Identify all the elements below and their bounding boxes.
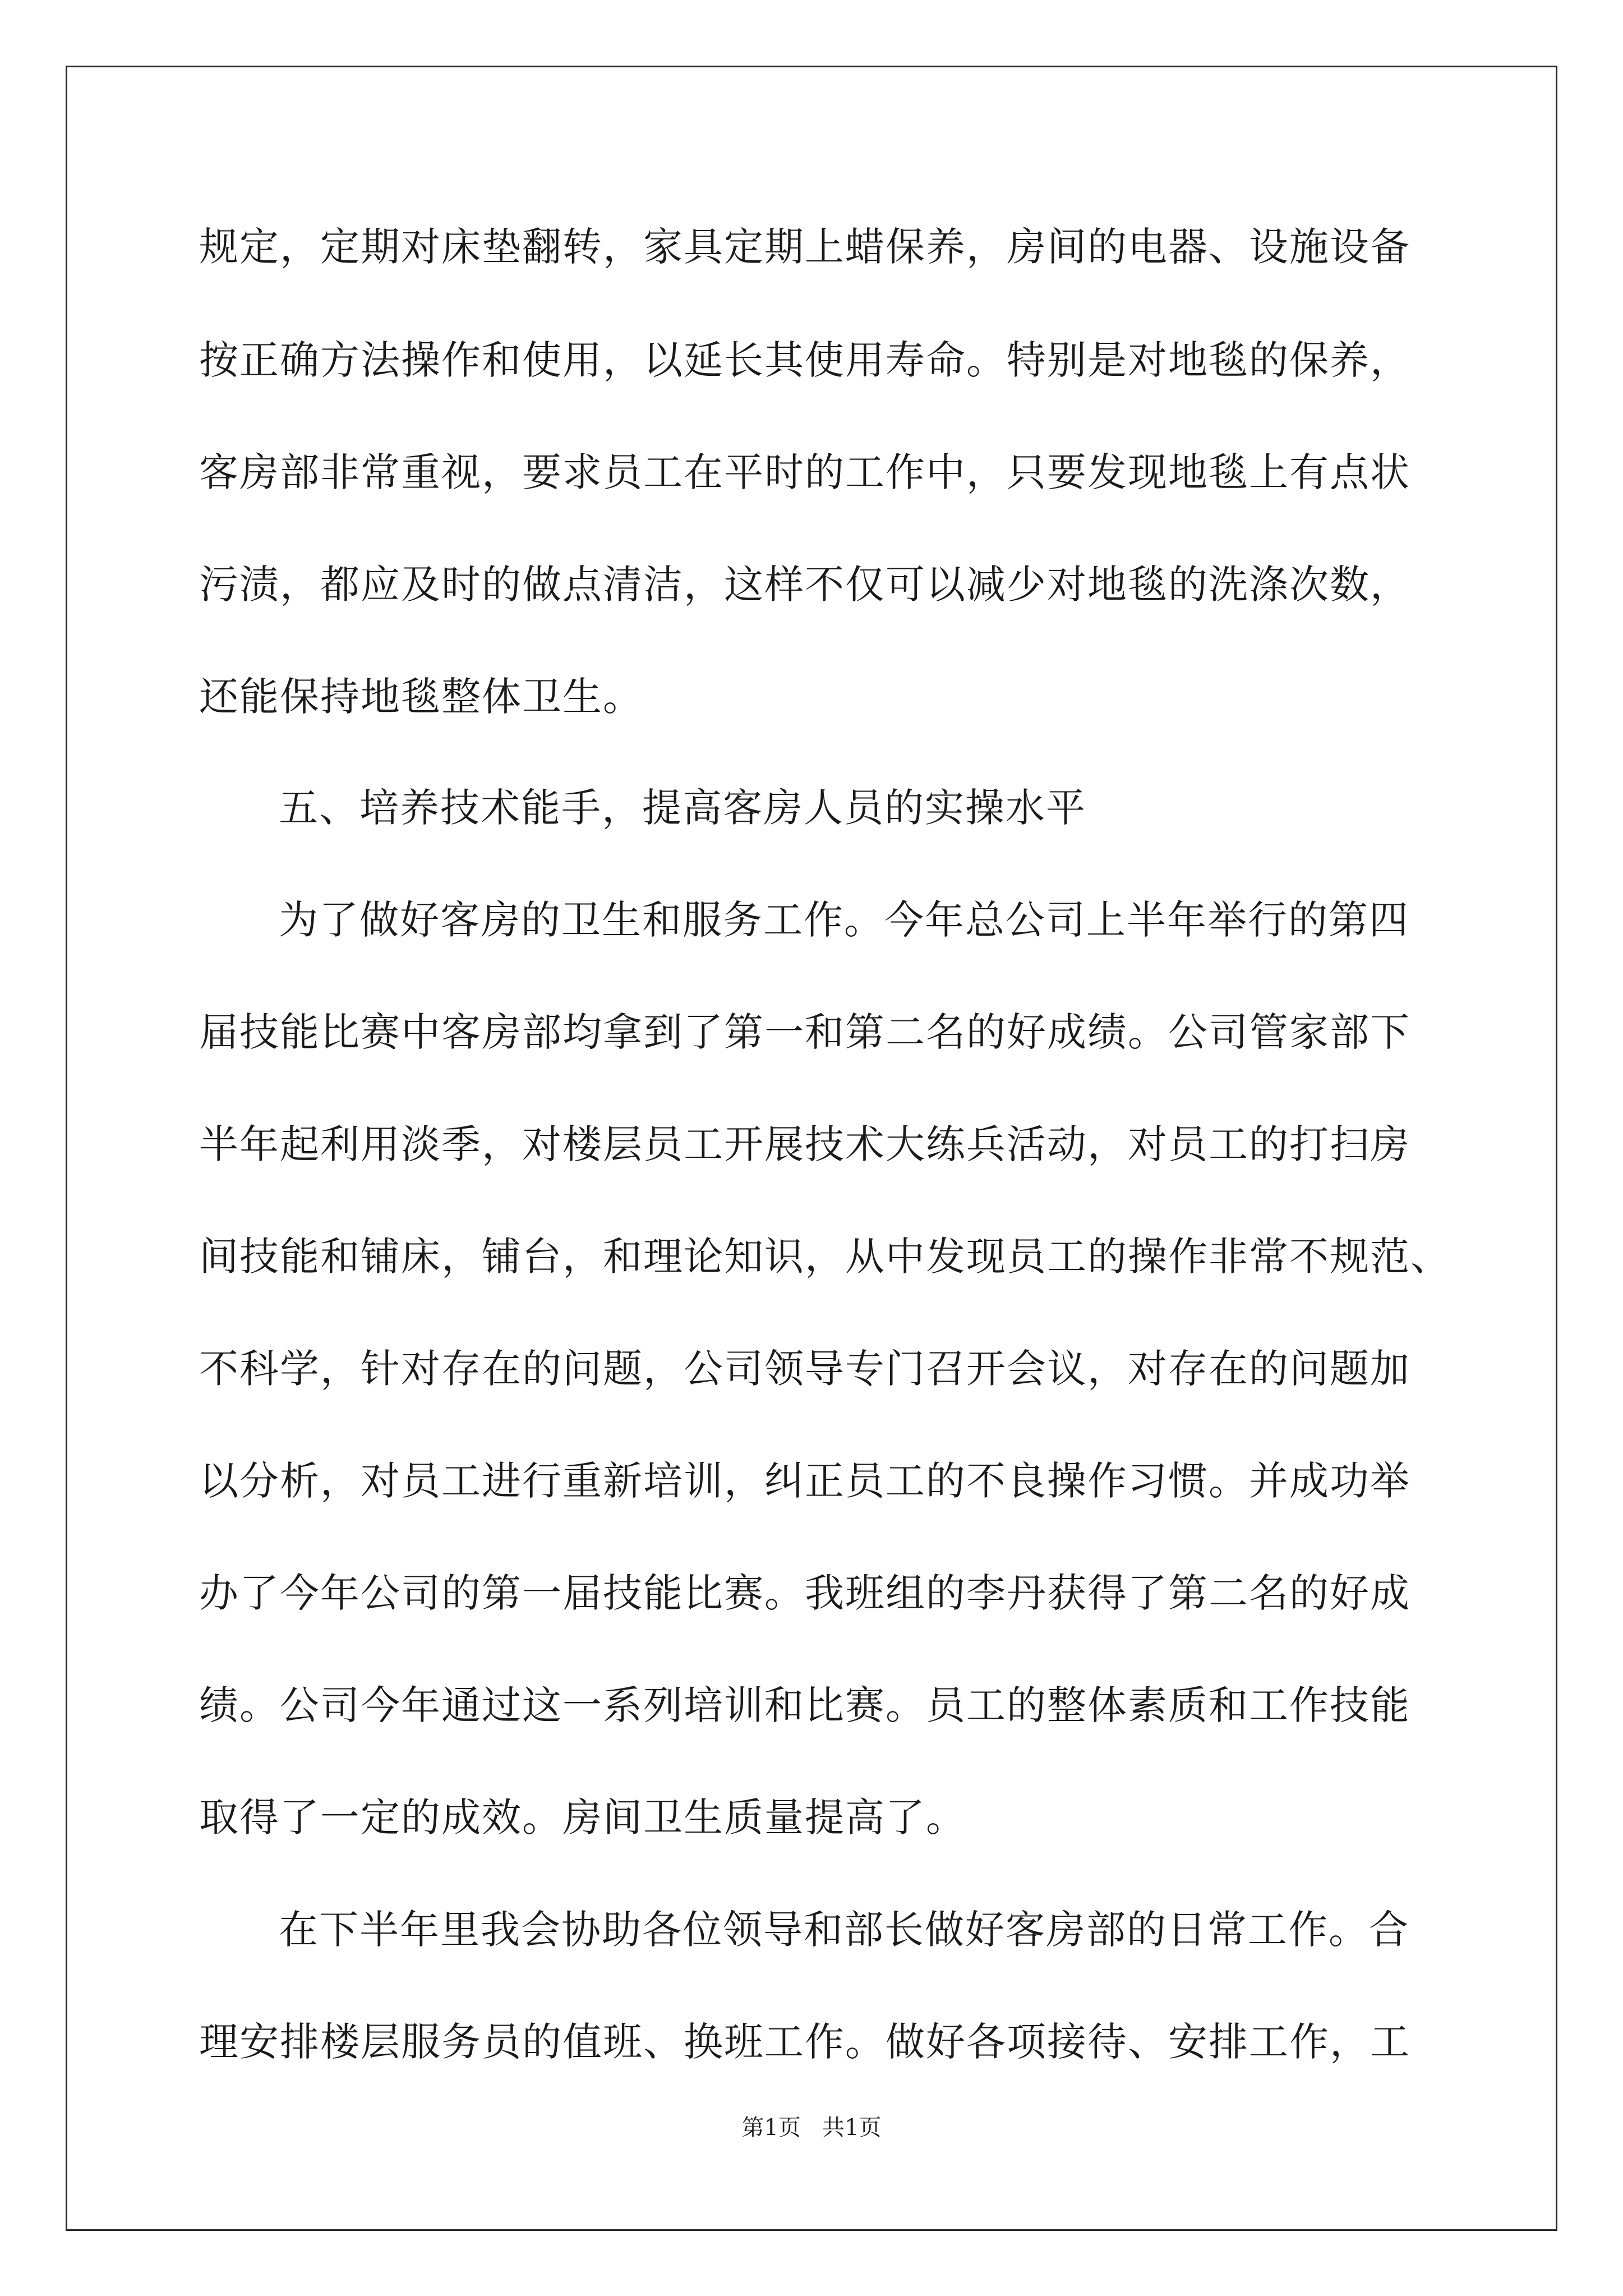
- text-line: 半年起利用淡季，对楼层员工开展技术大练兵活动，对员工的打扫房: [199, 1121, 1410, 1167]
- text-line: 还能保持地毯整体卫生。: [199, 674, 643, 720]
- text-line: 间技能和铺床，铺台，和理论知识，从中发现员工的操作非常不规范、: [199, 1234, 1451, 1280]
- text-line: 理安排楼层服务员的值班、换班工作。做好各项接待、安排工作，工: [199, 2019, 1410, 2065]
- text-line: 绩。公司今年通过这一系列培训和比赛。员工的整体素质和工作技能: [199, 1682, 1410, 1728]
- section-heading: 五、培养技术能手，提高客房人员的实操水平: [279, 785, 1086, 831]
- text-line: 客房部非常重视，要求员工在平时的工作中，只要发现地毯上有点状: [199, 449, 1410, 495]
- text-line: 办了今年公司的第一届技能比赛。我班组的李丹获得了第二名的好成: [199, 1570, 1410, 1616]
- text-line: 污渍，都应及时的做点清洁，这样不仅可以减少对地毯的洗涤次数，: [199, 562, 1410, 608]
- text-line: 不科学，针对存在的问题，公司领导专门召开会议，对存在的问题加: [199, 1346, 1410, 1392]
- text-line: 规定，定期对床垫翻转，家具定期上蜡保养，房间的电器、设施设备: [199, 224, 1410, 270]
- text-line: 届技能比赛中客房部均拿到了第一和第二名的好成绩。公司管家部下: [199, 1009, 1410, 1055]
- text-line: 按正确方法操作和使用，以延长其使用寿命。特别是对地毯的保养，: [199, 337, 1410, 383]
- page-number-footer: 第1页 共1页: [741, 2115, 882, 2141]
- text-line: 以分析，对员工进行重新培训，纠正员工的不良操作习惯。并成功举: [199, 1458, 1410, 1504]
- text-line: 取得了一定的成效。房间卫生质量提高了。: [199, 1795, 966, 1841]
- text-line: 在下半年里我会协助各位领导和部长做好客房部的日常工作。合: [279, 1907, 1409, 1953]
- text-line: 为了做好客房的卫生和服务工作。今年总公司上半年举行的第四: [279, 897, 1409, 943]
